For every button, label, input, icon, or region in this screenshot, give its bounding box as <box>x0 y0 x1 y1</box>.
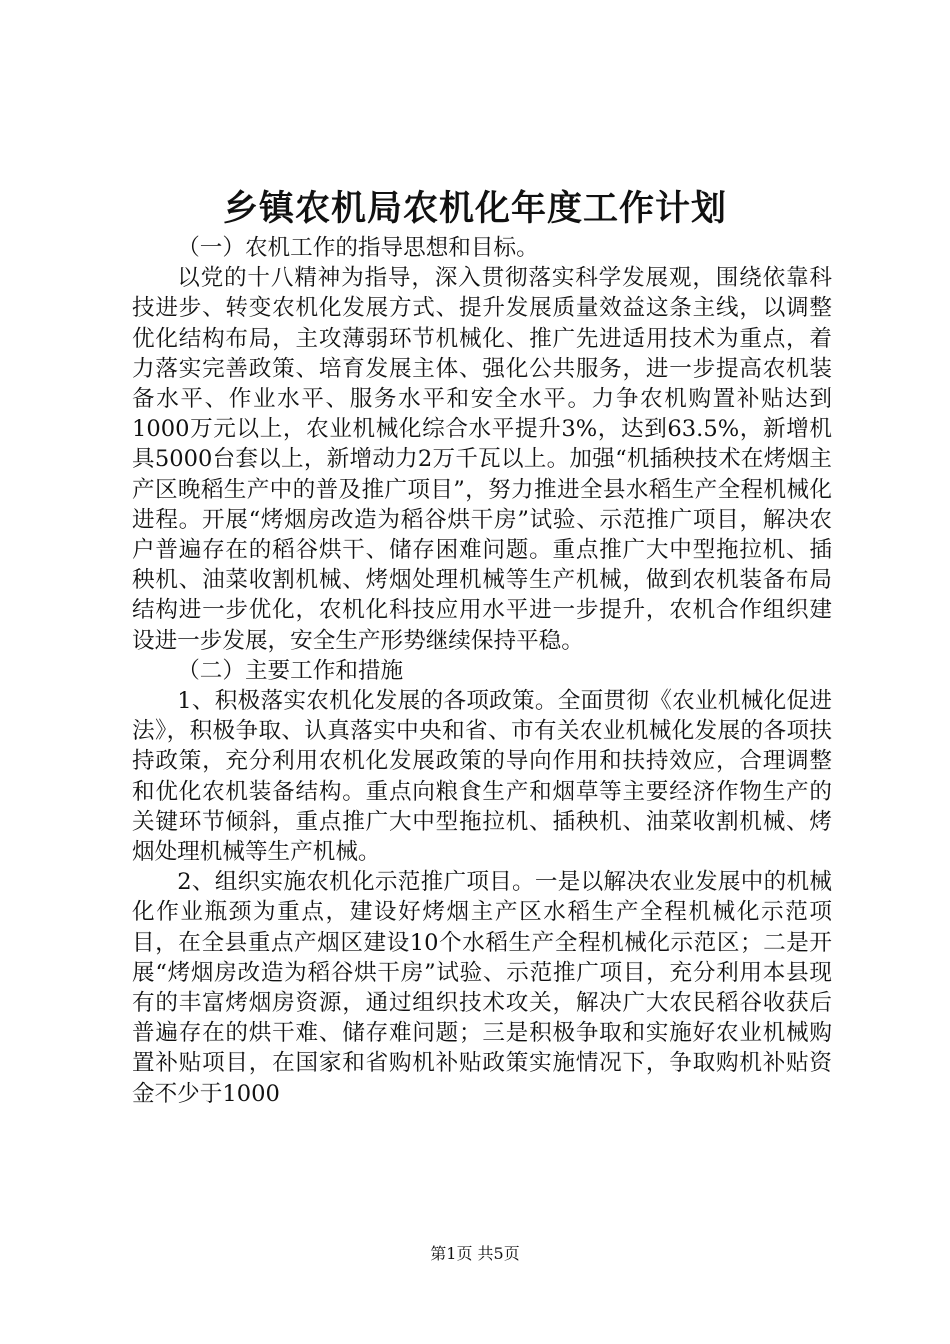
paragraph-guiding-ideology: 以党的十八精神为指导，深入贯彻落实科学发展观，围绕依靠科技进步、转变农机化发展方式、提升发展质量效益这条主线，以调整优化结构布局，主攻薄弱环节机械化、推广先进适用技术为重点，着力落实完善政策、培育发展主体、强化公共服务，进一步提高农机装备水平、作业水平、服务水平和安全水平。力争农机购置补贴达到1000万元以上，农业机械化综合水平提升3%，达到63.5%，新增机具5000台套以上，新增动力2万千瓦以上。加强“机插秧技术在烤烟主产区晚稻生产中的普及推广项目”，努力推进全县水稻生产全程机械化进程。开展“烤烟房改造为稻谷烘干房”试验、示范推广项目，解决农户普遍存在的稻谷烘干、储存困难问题。重点推广大中型拖拉机、插秧机、油菜收割机械、烤烟处理机械等生产机械，做到农机装备布局结构进一步优化，农机化科技应用水平进一步提升，农机合作组织建设进一步发展，安全生产形势继续保持平稳。 <box>132 265 832 654</box>
paragraph-policy: 1、积极落实农机化发展的各项政策。全面贯彻《农业机械化促进法》，积极争取、认真落实中央和省、市有关农业机械化发展的各项扶持政策，充分利用农机化发展政策的导向作用和扶持效应，合理调整和优化农机装备结构。重点向粮食生产和烟草等主要经济作物生产的关键环节倾斜，重点推广大中型拖拉机、插秧机、油菜收割机械、烤烟处理机械等生产机械。 <box>132 688 832 866</box>
document-body <box>132 233 832 1109</box>
paragraph-demo-projects: 2、组织实施农机化示范推广项目。一是以解决农业发展中的机械化作业瓶颈为重点，建设好烤烟主产区水稻生产全程机械化示范项目，在全县重点产烟区建设10个水稻生产全程机械化示范区；二是开展“烤烟房改造为稻谷烘干房”试验、示范推广项目，充分利用本县现有的丰富烤烟房资源，通过组织技术攻关，解决广大农民稻谷收获后普遍存在的烘干难、储存难问题；三是积极争取和实施好农业机械购置补贴项目，在国家和省购机补贴政策实施情况下，争取购机补贴资金不少于1000 <box>132 869 832 1107</box>
section-heading-2: （二）主要工作和措施 <box>177 657 404 684</box>
section-heading-1: （一）农机工作的指导思想和目标。 <box>177 235 539 261</box>
document-title: 乡镇农机局农机化年度工作计划 <box>222 188 727 229</box>
page-number: 第1页 共5页 <box>430 1244 520 1263</box>
